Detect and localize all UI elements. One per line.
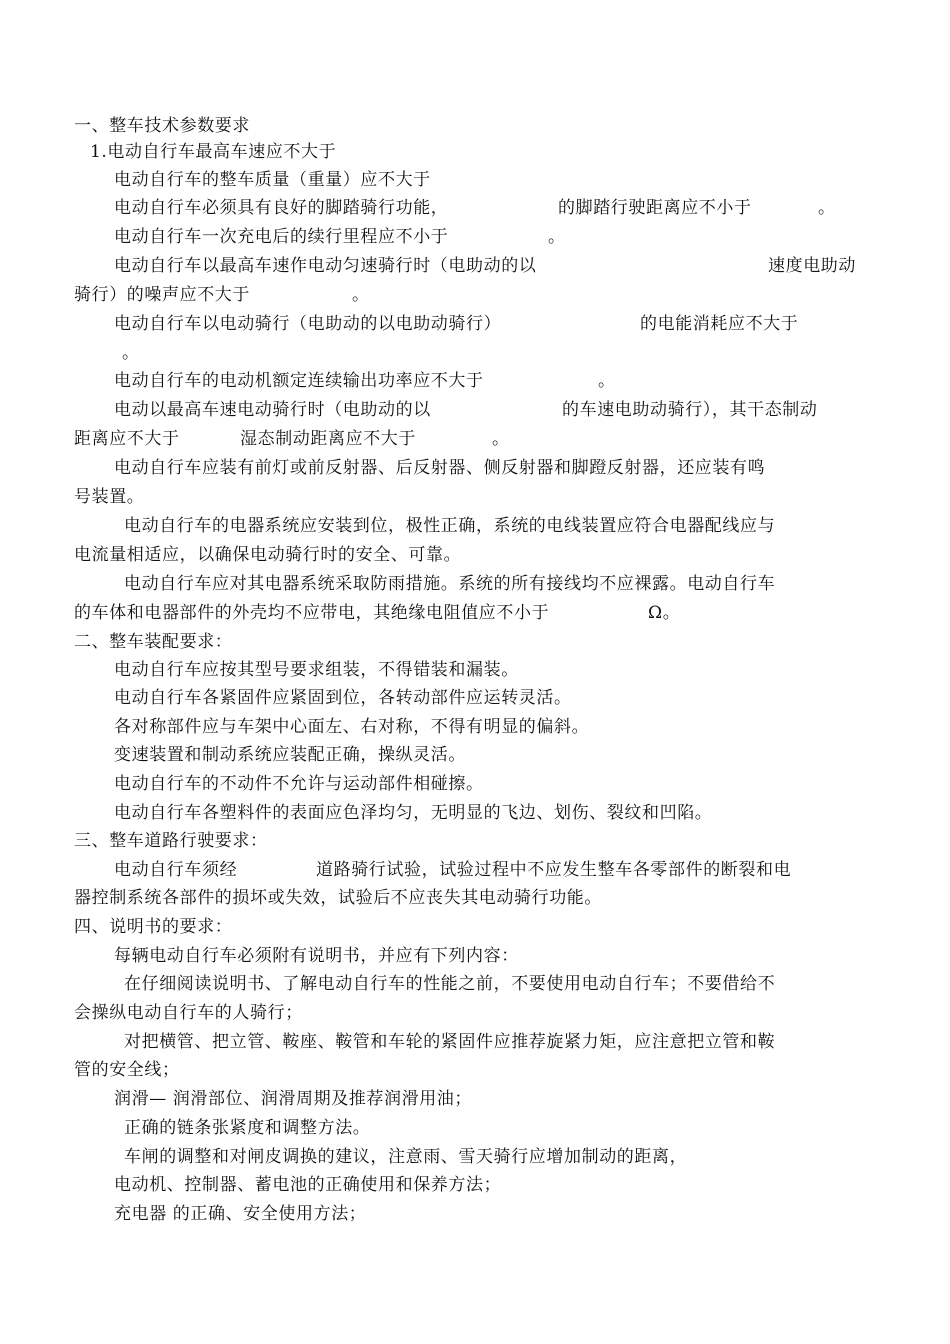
paragraph-vehicle-mass: 电动自行车的整车质量（重量）应不大于 bbox=[114, 170, 431, 190]
paragraph-insulation: 的车体和电器部件的外壳均不应带电，其绝缘电阻值应不小于 bbox=[74, 603, 550, 623]
paragraph-manual-intro: 每辆电动自行车必须附有说明书，并应有下列内容： bbox=[114, 946, 519, 966]
paragraph-manual-7: 充电器 的正确、安全使用方法； bbox=[114, 1204, 367, 1224]
paragraph-motor-end: 。 bbox=[598, 371, 616, 391]
section-2-heading: 二、整车装配要求： bbox=[74, 632, 233, 652]
paragraph-pedal-end: 。 bbox=[818, 198, 836, 218]
paragraph-lights-cont: 号装置。 bbox=[74, 487, 145, 507]
paragraph-braking-wet: 湿态制动距离应不大于 bbox=[240, 429, 416, 449]
paragraph-insulation-unit: Ω。 bbox=[648, 603, 681, 623]
paragraph-max-speed: 1.电动自行车最高车速应不大于 bbox=[90, 142, 337, 162]
paragraph-energy-cont: 的电能消耗应不大于 bbox=[640, 314, 799, 334]
paragraph-assembly-1: 电动自行车应按其型号要求组装，不得错装和漏装。 bbox=[114, 660, 519, 680]
paragraph-braking-end: 。 bbox=[492, 429, 510, 449]
paragraph-assembly-2: 电动自行车各紧固件应紧固到位，各转动部件应运转灵活。 bbox=[114, 688, 572, 708]
paragraph-manual-1: 在仔细阅读说明书、了解电动自行车的性能之前，不要使用电动自行车；不要借给不 bbox=[124, 974, 776, 994]
paragraph-braking-distance: 距离应不大于 bbox=[74, 429, 180, 449]
paragraph-electrical: 电动自行车的电器系统应安装到位，极性正确，系统的电线装置应符合电器配线应与 bbox=[124, 516, 776, 536]
paragraph-energy: 电动自行车以电动骑行（电助动的以电助动骑行） bbox=[114, 314, 502, 334]
paragraph-manual-3: 润滑— 润滑部位、润滑周期及推荐润滑用油； bbox=[114, 1089, 473, 1109]
paragraph-manual-1-cont: 会操纵电动自行车的人骑行； bbox=[74, 1003, 303, 1023]
paragraph-assembly-4: 变速装置和制动系统应装配正确，操纵灵活。 bbox=[114, 745, 466, 765]
paragraph-manual-5: 车闸的调整和对闸皮调换的建议，注意雨、雪天骑行应增加制动的距离， bbox=[124, 1147, 688, 1167]
paragraph-motor-power: 电动自行车的电动机额定连续输出功率应不大于 bbox=[114, 371, 484, 391]
paragraph-manual-2-cont: 管的安全线； bbox=[74, 1060, 180, 1080]
paragraph-range: 电动自行车一次充电后的续行里程应不小于 bbox=[114, 227, 449, 247]
section-1-heading: 一、整车技术参数要求 bbox=[74, 116, 250, 136]
paragraph-road-test: 电动自行车须经 bbox=[114, 860, 238, 880]
paragraph-noise-speed: 速度电助动 bbox=[768, 256, 856, 276]
paragraph-road-test-end: 器控制系统各部件的损坏或失效，试验后不应丧失其电动骑行功能。 bbox=[74, 888, 602, 908]
section-4-heading: 四、说明书的要求： bbox=[74, 917, 233, 937]
paragraph-pedal-distance: 的脚踏行驶距离应不小于 bbox=[558, 198, 752, 218]
paragraph-assembly-3: 各对称部件应与车架中心面左、右对称，不得有明显的偏斜。 bbox=[114, 717, 590, 737]
paragraph-assembly-5: 电动自行车的不动件不允许与运动部件相碰擦。 bbox=[114, 774, 484, 794]
paragraph-rainproof: 电动自行车应对其电器系统采取防雨措施。系统的所有接线均不应裸露。电动自行车 bbox=[124, 574, 776, 594]
paragraph-energy-end: 。 bbox=[122, 343, 140, 363]
paragraph-road-test-cont: 道路骑行试验，试验过程中不应发生整车各零部件的断裂和电 bbox=[316, 860, 792, 880]
paragraph-assembly-6: 电动自行车各塑料件的表面应色泽均匀，无明显的飞边、划伤、裂纹和凹陷。 bbox=[114, 803, 713, 823]
paragraph-noise: 电动自行车以最高车速作电动匀速骑行时（电助动的以 bbox=[114, 256, 537, 276]
paragraph-manual-6: 电动机、控制器、蓄电池的正确使用和保养方法； bbox=[114, 1175, 502, 1195]
paragraph-noise-cont: 骑行）的噪声应不大于 bbox=[74, 285, 250, 305]
paragraph-electrical-cont: 电流量相适应，以确保电动骑行时的安全、可靠。 bbox=[74, 545, 462, 565]
paragraph-noise-end: 。 bbox=[352, 285, 370, 305]
paragraph-manual-4: 正确的链条张紧度和调整方法。 bbox=[124, 1118, 371, 1138]
paragraph-pedal-function: 电动自行车必须具有良好的脚踏骑行功能， bbox=[114, 198, 449, 218]
paragraph-manual-2: 对把横管、把立管、鞍座、鞍管和车轮的紧固件应推荐旋紧力矩，应注意把立管和鞍 bbox=[124, 1032, 776, 1052]
paragraph-range-end: 。 bbox=[548, 227, 566, 247]
paragraph-lights: 电动自行车应装有前灯或前反射器、后反射器、侧反射器和脚蹬反射器，还应装有鸣 bbox=[114, 458, 766, 478]
paragraph-braking: 电动以最高车速电动骑行时（电助动的以 bbox=[114, 400, 431, 420]
paragraph-braking-dry: 的车速电助动骑行），其干态制动 bbox=[562, 400, 818, 420]
section-3-heading: 三、整车道路行驶要求： bbox=[74, 831, 268, 851]
